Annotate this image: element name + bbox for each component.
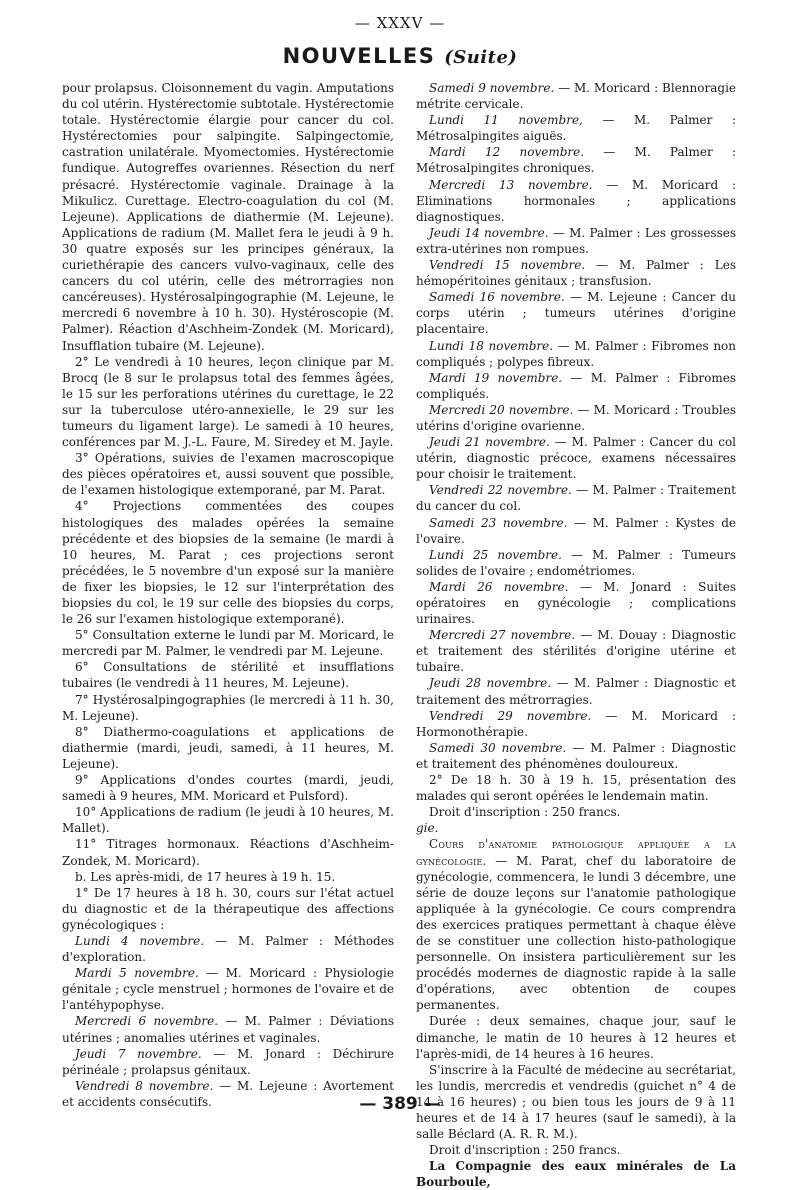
paragraph <box>416 1013 736 1061</box>
right-column <box>416 80 736 1190</box>
paragraph-text: Droit d'inscription : 250 francs. <box>429 1143 621 1158</box>
paragraph-text: — M. Lejeune : Cancer du corps utérin ; tumeurs utérines d'origine placentaire. <box>416 290 736 337</box>
paragraph-text: 9° Applications d'ondes courtes (mardi, jeudi, samedi à 9 heures, MM. Moricard et Pulsford). <box>62 773 394 804</box>
paragraph <box>62 885 394 933</box>
paragraph-text: 6° Consultations de stérilité et insufflations tubaires (le vendredi à 11 heures, M. Lejeune). <box>62 660 394 691</box>
paragraph <box>416 80 736 112</box>
schedule-date: Mardi 19 novembre. <box>429 370 563 385</box>
paragraph <box>62 772 394 804</box>
paragraph-text: S'inscrire à la Faculté de médecine au secrétariat, les lundis, mercredis et vendredis (guichet n° 4 de 14 à 16 heures) ; ou bien tous les jours de 9 à 11 heures et de 14 à 17 heures (sauf le samedi), à la salle Béclard (A. R. R. M.). <box>416 1062 736 1142</box>
paragraph <box>416 515 736 547</box>
schedule-date: Jeudi 28 novembre. <box>429 676 552 691</box>
paragraph-text: — M. Lejeune : Avortement et accidents consécutifs. <box>62 1078 395 1109</box>
paragraph-text: 8° Diathermo-coagulations et applications de diathermie (mardi, jeudi, samedi, à 11 heures, M. Lejeune). <box>62 724 394 771</box>
paragraph-text: — M. Palmer : Déviations utérines ; anomalies utérines et vaginales. <box>62 1014 394 1045</box>
paragraph-text: — M. Moricard : Physiologie génitale ; cycle menstruel ; hormones de l'ovaire et de l'antéhypophyse. <box>62 966 394 1013</box>
paragraph <box>416 708 736 740</box>
paragraph-text: — M. Moricard : Hormonothérapie. <box>416 708 736 739</box>
schedule-date: Jeudi 21 novembre. <box>429 435 550 450</box>
paragraph <box>62 627 394 659</box>
paragraph <box>62 804 394 836</box>
paragraph <box>62 692 394 724</box>
schedule-date: Mercredi 20 novembre. <box>429 402 574 417</box>
schedule-date: Samedi 30 novembre. <box>429 740 567 755</box>
paragraph-text: — M. Moricard : Troubles utérins d'origine ovarienne. <box>416 402 736 433</box>
paragraph-text: — M. Palmer : Métrosalpingites chroniques. <box>416 145 736 176</box>
paragraph <box>416 177 736 225</box>
paragraph <box>62 1046 394 1078</box>
paragraph <box>416 579 736 627</box>
paragraph-text: 11° Titrages hormonaux. Réactions d'Aschheim-Zondek, M. Moricard). <box>62 837 394 868</box>
schedule-date: Jeudi 7 novembre. <box>75 1046 202 1061</box>
paragraph-text: — M. Palmer : Diagnostic et traitement des phénomènes douloureux. <box>416 740 736 771</box>
schedule-date: Mardi 26 novembre. <box>429 579 569 594</box>
paragraph-text: — M. Jonard : Déchirure périnéale ; prolapsus génitaux. <box>62 1046 394 1077</box>
paragraph-text: — M. Palmer : Diagnostic et traitement des métrorragies. <box>416 676 736 707</box>
paragraph <box>416 772 736 804</box>
paragraph-text: 4° Projections commentées des coupes histologiques des malades opérées la semaine précédente et des biopsies de la semaine (le mardi à 10 heures, M. Parat ; ces projections seront précédées, le 5 novembre d'un exposé sur la manière de fixer les biopsies, le 12 sur l'interprétation des biopsies du col, le 19 sur celle des biopsies du corps, le 26 sur l'examen histologique extemporané). <box>62 499 394 627</box>
schedule-date: Mercredi 6 novembre. <box>75 1014 219 1029</box>
schedule-date: Lundi 4 novembre. <box>75 933 205 948</box>
paragraph <box>62 498 394 627</box>
schedule-date: Vendredi 8 novembre. <box>75 1078 214 1093</box>
schedule-date: Vendredi 15 novembre. <box>429 258 586 273</box>
paragraph <box>416 1158 736 1190</box>
schedule-date: Vendredi 29 novembre. <box>429 708 592 723</box>
paragraph <box>416 820 736 836</box>
paragraph-text: — M. Palmer : Kystes de l'ovaire. <box>416 515 736 546</box>
section-title <box>0 44 800 68</box>
paragraph-text: — M. Palmer : Traitement du cancer du col. <box>416 483 736 514</box>
paragraph-text: — M. Moricard : Eliminations hormonales ; applications diagnostiques. <box>416 177 737 224</box>
section-title-main: NOUVELLES <box>282 44 436 68</box>
paragraph <box>416 740 736 772</box>
paragraph-text: Durée : deux semaines, chaque jour, sauf le dimanche, le matin de 10 heures à 12 heures et l'après-midi, de 14 heures à 16 heures. <box>416 1014 736 1061</box>
schedule-date: Mardi 12 novembre. <box>429 145 585 160</box>
schedule-date: Samedi 9 novembre. <box>429 81 555 95</box>
paragraph-text: — M. Palmer : Les hémopéritoines génitaux ; transfusion. <box>416 258 736 289</box>
paragraph <box>416 547 736 579</box>
paragraph-text: 3° Opérations, suivies de l'examen macroscopique des pièces opératoires et, aussi souvent que possible, de l'examen histologique extemporané, par M. Parat. <box>62 451 394 498</box>
paragraph <box>62 933 394 965</box>
schedule-date: Samedi 23 novembre. <box>429 515 568 530</box>
paragraph-text: 5° Consultation externe le lundi par M. Moricard, le mercredi par M. Palmer, le vendredi par M. Lejeune. <box>62 628 394 659</box>
paragraph <box>416 370 736 402</box>
paragraph <box>416 338 736 370</box>
paragraph <box>416 402 736 434</box>
paragraph <box>62 80 394 354</box>
paragraph-text: 2° De 18 h. 30 à 19 h. 15, présentation des malades qui seront opérées le lendemain matin. <box>416 773 736 804</box>
paragraph-text: — M. Palmer : Les grossesses extra-utérines non rompues. <box>416 225 736 256</box>
paragraph <box>416 144 736 176</box>
paragraph-text: — M. Moricard : Blennoragie métrite cervicale. <box>416 81 737 112</box>
paragraph <box>416 804 736 820</box>
paragraph <box>62 869 394 885</box>
paragraph <box>416 289 736 337</box>
paragraph-text: La Compagnie des eaux minérales de La Bourboule, <box>416 1159 736 1190</box>
schedule-date: Samedi 16 novembre. <box>429 290 565 305</box>
paragraph <box>62 965 394 1013</box>
schedule-date: Lundi 11 novembre, <box>429 113 583 128</box>
paragraph <box>62 450 394 498</box>
paragraph-text: — M. Palmer : Cancer du col utérin, diagnostic précoce, examens nécessaires pour choisir le traitement. <box>416 435 736 482</box>
paragraph-text: — M. Parat, chef du laboratoire de gynécologie, commencera, le lundi 3 décembre, une série de douze leçons sur l'anatomie pathologique appliquée à la gynécologie. Ce cours comprendra des exercices pratiques permettant à chaque élève de se constituer une collection histo-pathologique personnelle. On insistera particulièrement sur les procédés modernes de diagnostic rapide à la salle d'opérations, avec obtention de coupes permanentes. <box>416 853 736 1013</box>
schedule-date: Mercredi 27 novembre. <box>429 628 576 643</box>
page-roman-numeral: — XXXV — <box>354 14 446 32</box>
paragraph <box>416 675 736 707</box>
schedule-date: Jeudi 14 novembre. <box>429 225 549 240</box>
page-number: — 389 — <box>359 1094 441 1114</box>
paragraph <box>62 1013 394 1045</box>
paragraph <box>416 257 736 289</box>
schedule-date: Lundi 25 novembre. <box>429 547 562 562</box>
paragraph-text: 10° Applications de radium (le jeudi à 10 heures, M. Mallet). <box>62 805 394 836</box>
section-title-suffix: (Suite) <box>444 47 518 68</box>
paragraph-text: 2° Le vendredi à 10 heures, leçon clinique par M. Brocq (le 8 sur le prolapsus total des femmes âgées, le 15 sur les perforations utérines du curettage, le 22 sur la tuberculose utéro-annexielle, le 29 sur les tumeurs du ligament large). Le samedi à 10 heures, conférences par M. J.-L. Faure, M. Siredey et M. Jayle. <box>62 354 394 450</box>
paragraph-text: — M. Palmer : Fibromes non compliqués ; polypes fibreux. <box>416 338 737 369</box>
paragraph-text: — M. Douay : Diagnostic et traitement des stérilités d'origine utérine et tubaire. <box>416 628 736 675</box>
schedule-date: Mercredi 13 novembre. <box>429 177 593 192</box>
left-column <box>62 80 394 1110</box>
paragraph <box>416 627 736 675</box>
paragraph <box>416 1142 736 1158</box>
schedule-date: Vendredi 22 novembre. <box>429 483 572 498</box>
paragraph-text: — M. Palmer : Fibromes compliqués. <box>416 370 736 401</box>
paragraph <box>416 434 736 482</box>
paragraph-text: b. Les après-midi, de 17 heures à 19 h. 15. <box>75 869 336 884</box>
paragraph-text: pour prolapsus. Cloisonnement du vagin. Amputations du col utérin. Hystérectomie subtotale. Hystérectomie totale. Hystérectomie élargie pour cancer du col. Hystérectomies pour salpingite. Salpingectomie, castration unilatérale. Myomectomies. Hystérectomie fundique. Autogreffes ovariennes. Résection du nerf présacré. Hystérectomie vaginale. Drainage à la Mikulicz. Curettage. Electro-coagulation du col (M. Lejeune). Applications de diathermie (M. Lejeune). Applications de radium (M. Mallet fera le jeudi à 9 h. 30 quatre exposés sur les principes généraux, la curiethérapie des cancers vulvo-vaginaux, celle des cancers du col utérin, celle des métrorragies non cancéreuses). Hystérosalpingographie (M. Lejeune, le mercredi 6 novembre à 10 h. 30). Hystéroscopie (M. Palmer). Réaction d'Aschheim-Zondek (M. Moricard), Insufflation tubaire (M. Lejeune). <box>62 81 394 353</box>
paragraph-text: 1° De 17 heures à 18 h. 30, cours sur l'état actuel du diagnostic et de la thérapeutique des affections gynécologiques : <box>62 885 394 932</box>
paragraph <box>62 659 394 691</box>
paragraph <box>416 482 736 514</box>
paragraph <box>416 225 736 257</box>
schedule-date: Mardi 5 novembre. <box>75 966 199 981</box>
paragraph-text: gie. <box>416 821 439 836</box>
paragraph-text: — M. Palmer : Métrosalpingites aiguës. <box>416 113 736 144</box>
paragraph <box>416 836 736 1013</box>
paragraph <box>62 724 394 772</box>
paragraph <box>62 836 394 868</box>
paragraph-text: — M. Palmer : Méthodes d'exploration. <box>62 933 394 965</box>
paragraph-text: — M. Palmer : Tumeurs solides de l'ovaire ; endométriomes. <box>416 547 737 578</box>
schedule-date: Lundi 18 novembre. <box>429 338 554 353</box>
paragraph-text: Droit d'inscription : 250 francs. <box>429 805 621 820</box>
paragraph <box>416 112 736 144</box>
paragraph <box>62 354 394 451</box>
announcement-heading: Cours d'anatomie pathologique appliquée a la gynécologie. <box>416 837 736 868</box>
paragraph-text: — M. Jonard : Suites opératoires en gynécologie ; complications urinaires. <box>416 579 736 627</box>
paragraph-text: 7° Hystérosalpingographies (le mercredi à 11 h. 30, M. Lejeune). <box>62 692 394 723</box>
